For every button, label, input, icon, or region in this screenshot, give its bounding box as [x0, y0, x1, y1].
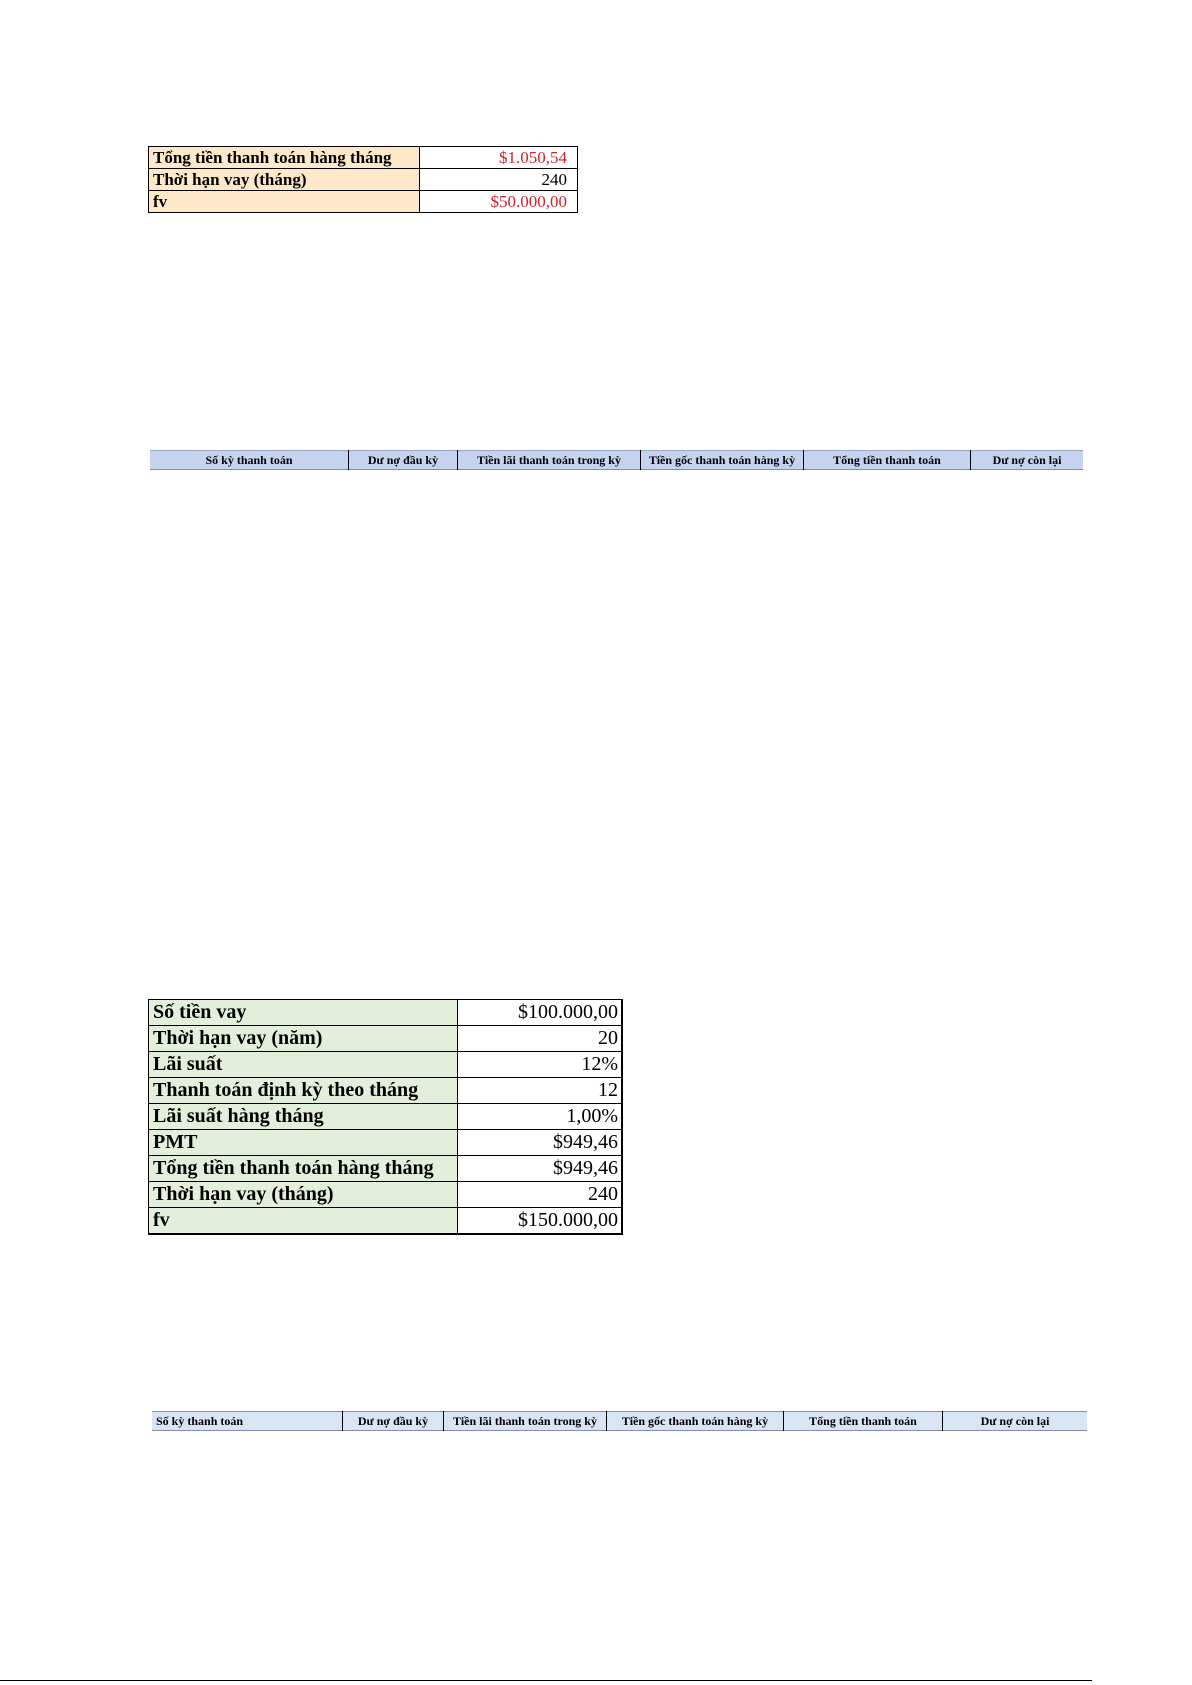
loan-summary-table-2: [148, 999, 623, 1235]
table-row: [149, 1078, 623, 1104]
row-value: 240: [420, 169, 578, 191]
column-header: Dư nợ còn lại: [943, 1412, 1088, 1431]
table-row: [149, 1052, 623, 1078]
row-label: Thời hạn vay (tháng): [149, 169, 420, 191]
row-value: 20: [458, 1026, 623, 1052]
row-value: $949,46: [458, 1130, 623, 1156]
table-row: [149, 191, 578, 213]
page-bottom-rule: [0, 1680, 1092, 1681]
table-row: [149, 1104, 623, 1130]
column-header: Dư nợ còn lại: [971, 451, 1084, 470]
row-label: Thanh toán định kỳ theo tháng: [149, 1078, 458, 1104]
row-label: Thời hạn vay (tháng): [149, 1182, 458, 1208]
column-header: Dư nợ đầu kỳ: [343, 1412, 444, 1431]
column-header: Tổng tiền thanh toán: [784, 1412, 943, 1431]
row-label: Tổng tiền thanh toán hàng tháng: [149, 147, 420, 169]
row-label: Số tiền vay: [149, 1000, 458, 1026]
table-row: [149, 1000, 623, 1026]
loan-summary-table-1: [148, 146, 578, 213]
column-header: Số kỳ thanh toán: [156, 1414, 244, 1428]
column-header: Tổng tiền thanh toán: [804, 451, 971, 470]
table-row: [149, 147, 578, 169]
column-header: Tiền gốc thanh toán hàng kỳ: [607, 1412, 784, 1431]
row-label: Tổng tiền thanh toán hàng tháng: [149, 1156, 458, 1182]
row-value: $100.000,00: [458, 1000, 623, 1026]
table-row: [149, 169, 578, 191]
row-label: Lãi suất hàng tháng: [149, 1104, 458, 1130]
column-header: Tiền lãi thanh toán trong kỳ: [458, 451, 641, 470]
row-value: 240: [458, 1182, 623, 1208]
row-label: PMT: [149, 1130, 458, 1156]
row-value: $50.000,00: [420, 191, 578, 213]
row-value: $150.000,00: [458, 1208, 623, 1235]
row-value: 12%: [458, 1052, 623, 1078]
row-label: Thời hạn vay (năm): [149, 1026, 458, 1052]
table-row: [149, 1130, 623, 1156]
table-row: [149, 1182, 623, 1208]
row-value: $949,46: [458, 1156, 623, 1182]
row-value: 12: [458, 1078, 623, 1104]
table-row: [149, 1156, 623, 1182]
row-label: Lãi suất: [149, 1052, 458, 1078]
row-label: fv: [149, 191, 420, 213]
table-row: [149, 1208, 623, 1235]
column-header: Tiền gốc thanh toán hàng kỳ: [641, 451, 804, 470]
column-header: Dư nợ đầu kỳ: [349, 451, 458, 470]
row-value: $1.050,54: [420, 147, 578, 169]
row-label: fv: [149, 1208, 458, 1235]
amortization-header-2: [152, 1411, 1087, 1431]
amortization-header-1: [150, 450, 1083, 470]
column-header: Số kỳ thanh toán: [205, 453, 293, 467]
table-row: [149, 1026, 623, 1052]
row-value: 1,00%: [458, 1104, 623, 1130]
column-header: Tiền lãi thanh toán trong kỳ: [444, 1412, 607, 1431]
